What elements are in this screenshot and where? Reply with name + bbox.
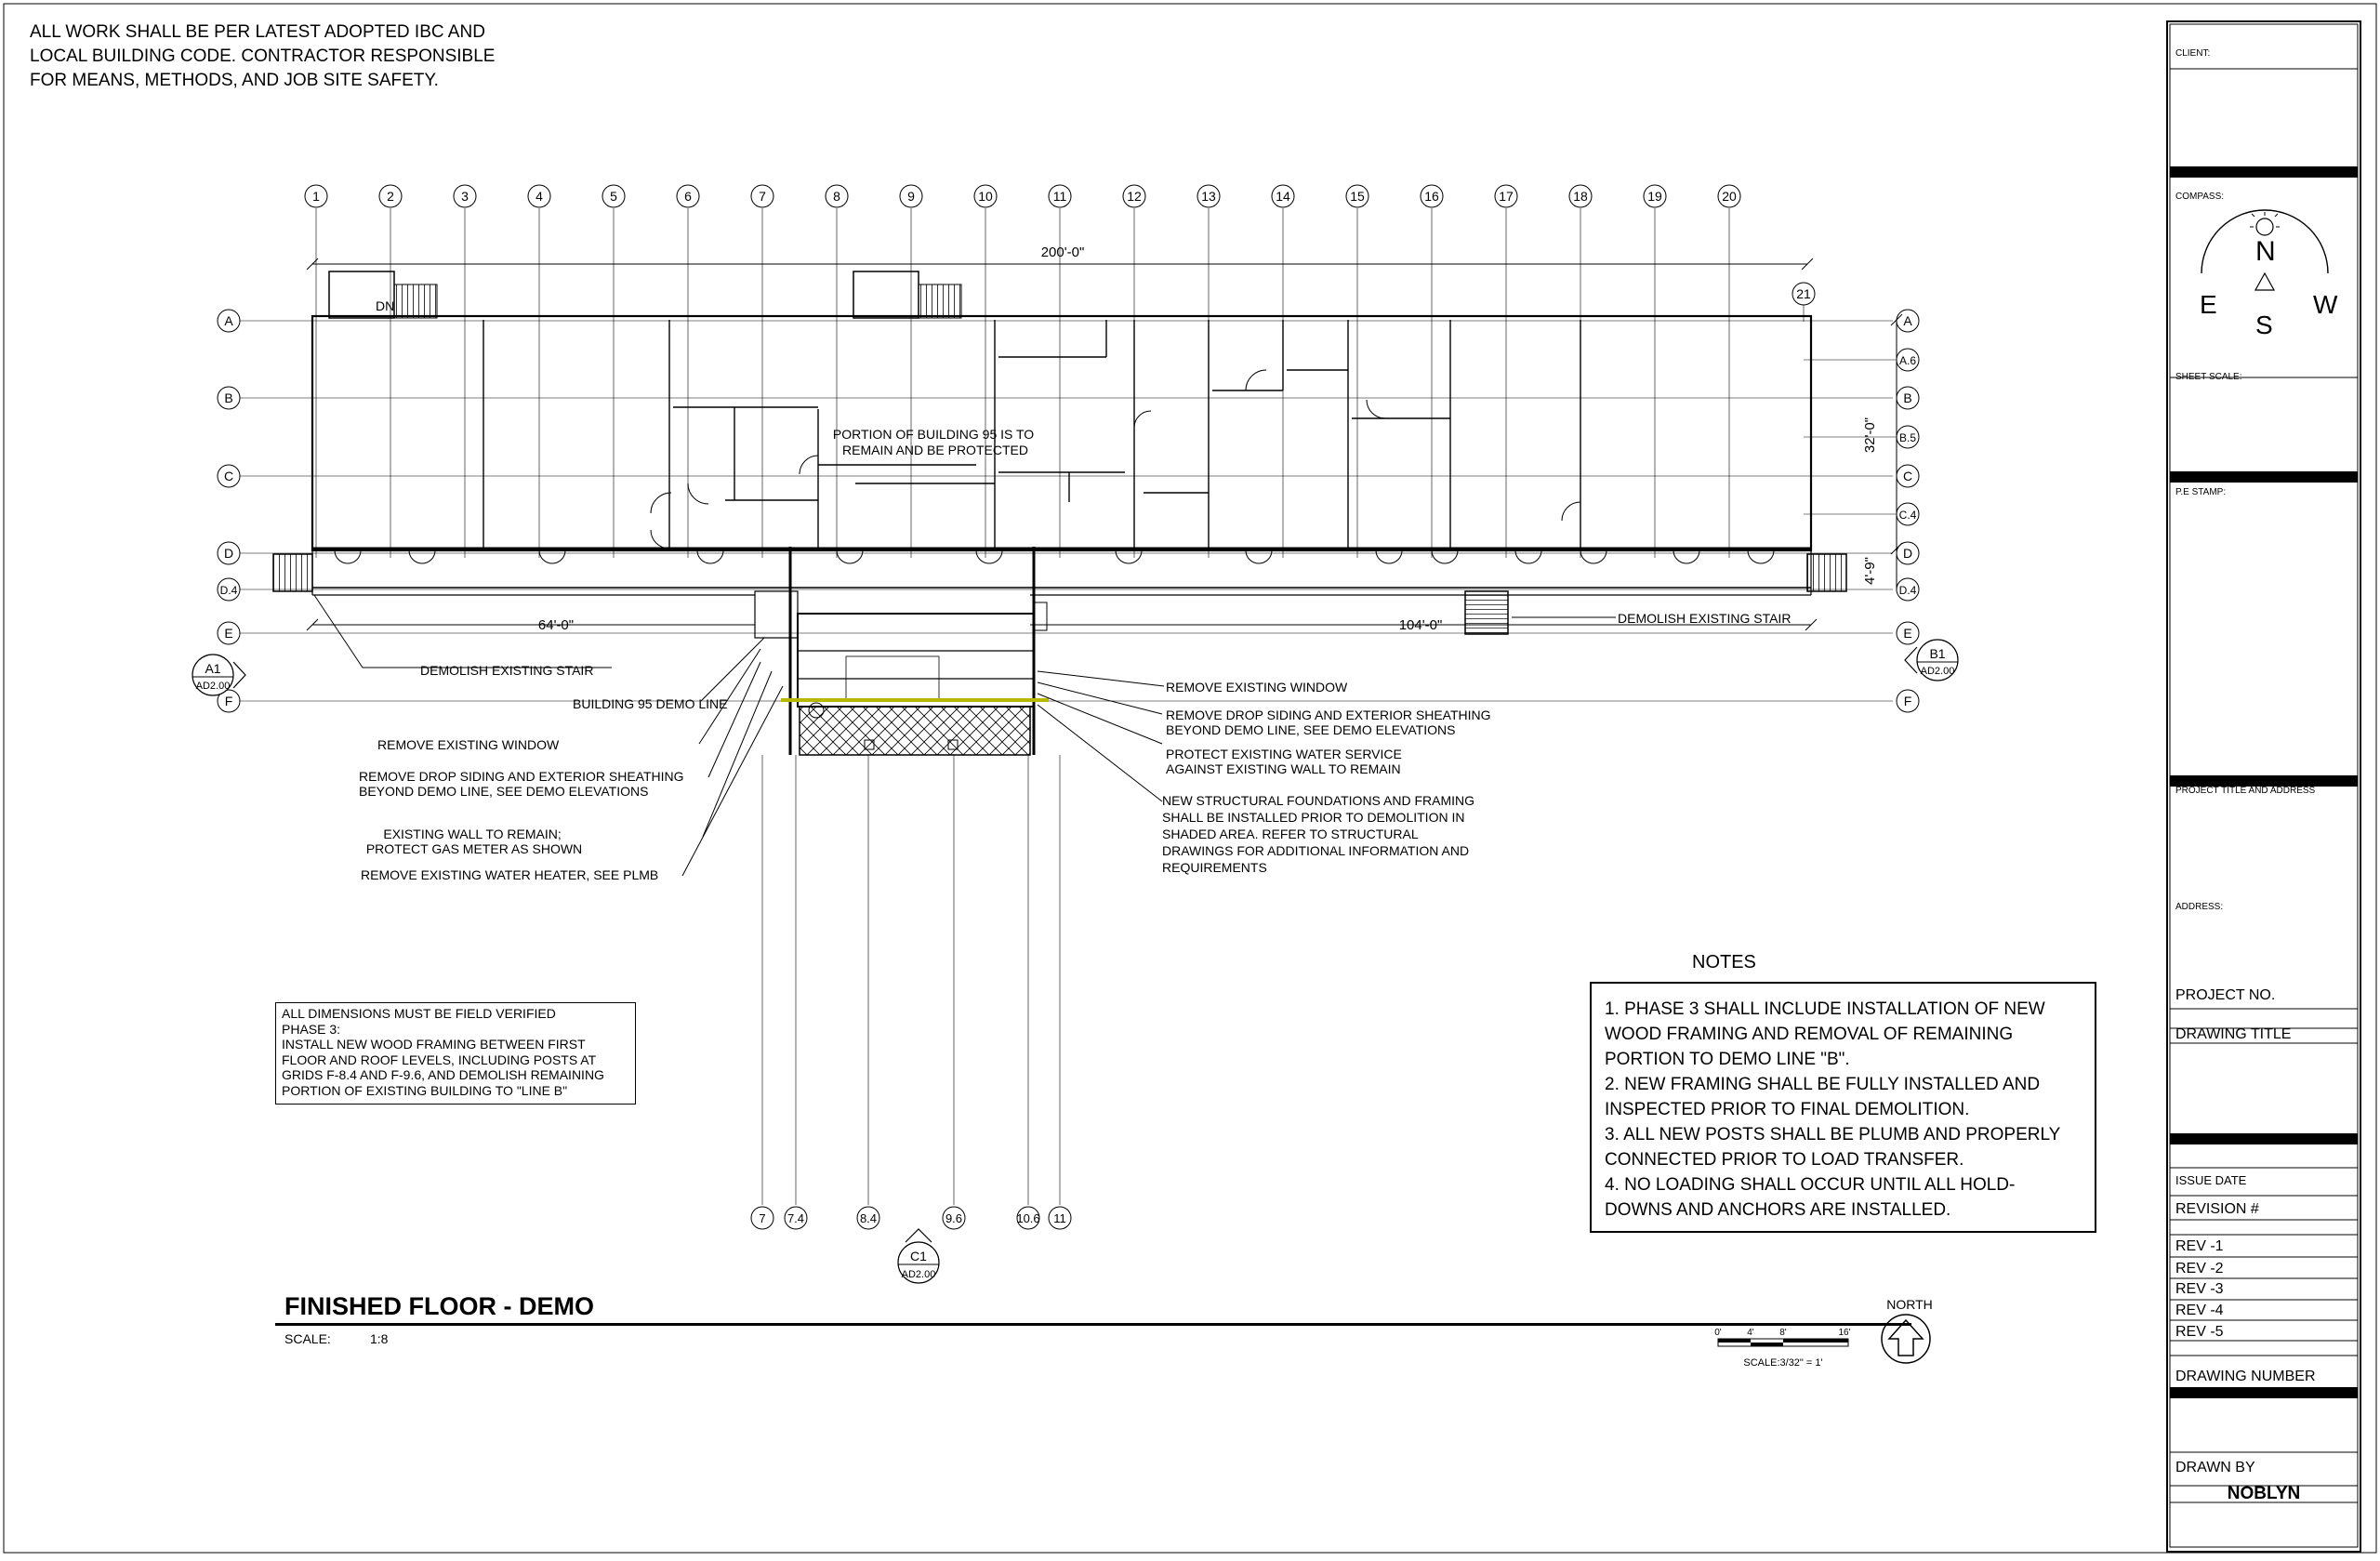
grid-label-row-left: F bbox=[224, 694, 233, 708]
grid-label-col: 4 bbox=[536, 189, 543, 204]
grid-label-col: 14 bbox=[1276, 189, 1290, 204]
tb-drawn-by: DRAWN BY bbox=[2175, 1460, 2255, 1475]
general-note: ALL WORK SHALL BE PER LATEST ADOPTED IBC AND LOCAL BUILDING CODE. CONTRACTOR RESPONSIBLE FOR MEANS, METHODS, AND JOB SITE SAFETY. bbox=[30, 22, 496, 90]
tb-drawing-title: DRAWING TITLE bbox=[2175, 1026, 2292, 1042]
svg-text:16': 16' bbox=[1838, 1328, 1851, 1338]
door-swing bbox=[1515, 550, 1541, 563]
tb-project-no: PROJECT NO. bbox=[2175, 987, 2276, 1003]
tb-rev-3: REV -3 bbox=[2175, 1281, 2224, 1297]
grid-label-row-right: B bbox=[1903, 390, 1912, 405]
grid-label-col: 15 bbox=[1350, 189, 1365, 204]
grid-label-row-right: C.4 bbox=[1898, 509, 1917, 522]
grid-label-col: 5 bbox=[610, 189, 617, 204]
grid-label-col: 7 bbox=[759, 189, 766, 204]
grid-label-row-right: E bbox=[1903, 626, 1912, 641]
callout-remove-window-right: REMOVE EXISTING WINDOW bbox=[1166, 680, 1348, 695]
grid-label-col: 13 bbox=[1201, 189, 1216, 204]
callout-water-service: PROTECT EXISTING WATER SERVICE AGAINST EXISTING WALL TO REMAIN bbox=[1166, 747, 1402, 776]
tb-compass: COMPASS: bbox=[2175, 192, 2225, 202]
callout-new-foundations: NEW STRUCTURAL FOUNDATIONS AND FRAMING SHALL BE INSTALLED PRIOR TO DEMOLITION IN SHADED AREA. REFER TO STRUCTURAL DRAWINGS FOR ADDITIONAL INFORMATION AND REQUIREMENTS bbox=[1162, 793, 1475, 875]
grid-label-col: 3 bbox=[461, 189, 469, 204]
grid-label-row-right: D.4 bbox=[1898, 584, 1917, 597]
note-item-3: 3. ALL NEW POSTS SHALL BE PLUMB AND PROPERLY CONNECTED PRIOR TO LOAD TRANSFER. bbox=[1605, 1125, 2060, 1170]
grid-label-col-bottom: 11 bbox=[1053, 1211, 1066, 1225]
svg-text:AD2.00: AD2.00 bbox=[195, 681, 231, 692]
grid-label-row-right: A bbox=[1903, 313, 1912, 328]
grid-label-row-left: A bbox=[224, 313, 233, 328]
tb-project-title: PROJECT TITLE AND ADDRESS bbox=[2175, 786, 2316, 796]
dn-label: DN bbox=[376, 298, 395, 313]
north-arrow bbox=[1882, 1297, 1933, 1363]
callout-water-heater: REMOVE EXISTING WATER HEATER, SEE PLMB bbox=[361, 867, 659, 882]
door-swing bbox=[1580, 550, 1606, 563]
section-mark-b1 bbox=[1905, 640, 1958, 681]
grid-label-col: 1 bbox=[312, 189, 320, 204]
sun-icon bbox=[2256, 218, 2273, 235]
grid-label-row-left: E bbox=[224, 626, 233, 641]
grid-label-row-right: B.5 bbox=[1898, 431, 1917, 444]
dimension-lines bbox=[307, 258, 1902, 630]
svg-text:NORTH: NORTH bbox=[1886, 1297, 1933, 1312]
svg-text:A1: A1 bbox=[205, 661, 221, 676]
grid-label-col: 10 bbox=[978, 189, 993, 204]
compass-arrow-icon bbox=[2255, 273, 2274, 290]
grid-label-row-left: C bbox=[223, 469, 234, 483]
dim-overall: 200'-0" bbox=[1040, 245, 1085, 260]
svg-text:AD2.00: AD2.00 bbox=[901, 1269, 936, 1280]
svg-text:SCALE:3/32" = 1': SCALE:3/32" = 1' bbox=[1743, 1357, 1823, 1369]
tb-pe-stamp: P.E STAMP: bbox=[2175, 487, 2227, 497]
svg-text:0': 0' bbox=[1714, 1328, 1722, 1338]
grid-label-col: 12 bbox=[1127, 189, 1142, 204]
door-swing bbox=[1432, 550, 1458, 563]
tb-rev-1: REV -1 bbox=[2175, 1238, 2224, 1254]
grid-label-row-left: D.4 bbox=[219, 584, 238, 597]
grid-label-col-bottom: 8.4 bbox=[859, 1211, 878, 1225]
grid-label-row-right: A.6 bbox=[1898, 354, 1917, 367]
south-wall-doors bbox=[335, 550, 1774, 563]
door-swing bbox=[976, 550, 1002, 563]
tb-issue-date: ISSUE DATE bbox=[2175, 1173, 2247, 1187]
grid-label-row-right: C bbox=[1902, 469, 1913, 483]
demo-area bbox=[755, 547, 1049, 755]
dim-right: 104'-0" bbox=[1398, 617, 1443, 633]
door-swing bbox=[1116, 550, 1142, 563]
grid-label-col: 16 bbox=[1424, 189, 1439, 204]
svg-text:AD2.00: AD2.00 bbox=[1920, 666, 1955, 677]
note-item-2: 2. NEW FRAMING SHALL BE FULLY INSTALLED AND INSPECTED PRIOR TO FINAL DEMOLITION. bbox=[1605, 1075, 2041, 1119]
graphic-scale bbox=[1714, 1328, 1850, 1369]
compass-n: N bbox=[2255, 236, 2276, 267]
door-swing bbox=[409, 550, 435, 563]
grid-label-col-bottom: 9.6 bbox=[945, 1211, 963, 1225]
grid-label-col: 8 bbox=[833, 189, 840, 204]
grid-label-row-left: D bbox=[223, 546, 234, 561]
scale-label: SCALE: bbox=[284, 1331, 331, 1346]
note-item-1: 1. PHASE 3 SHALL INCLUDE INSTALLATION OF NEW WOOD FRAMING AND REMOVAL OF REMAINING PORTION TO DEMO LINE "B". bbox=[1605, 999, 2045, 1069]
title-block bbox=[2166, 20, 2361, 1553]
notes-title: NOTES bbox=[1692, 952, 1756, 972]
tb-rev-4: REV -4 bbox=[2175, 1303, 2224, 1318]
note-item-4: 4. NO LOADING SHALL OCCUR UNTIL ALL HOLD-DOWNS AND ANCHORS ARE INSTALLED. bbox=[1605, 1175, 2016, 1220]
door-swing bbox=[1246, 550, 1272, 563]
callout-remove-siding-right: REMOVE DROP SIDING AND EXTERIOR SHEATHING BEYOND DEMO LINE, SEE DEMO ELEVATIONS bbox=[1166, 708, 1491, 737]
tb-client: CLIENT: bbox=[2175, 48, 2211, 59]
compass-w: W bbox=[2313, 290, 2338, 319]
grid-label-col-bottom: 7.4 bbox=[787, 1211, 805, 1225]
tb-drawn-by-value: NOBLYN bbox=[2227, 1484, 2301, 1503]
tb-drawing-number: DRAWING NUMBER bbox=[2175, 1369, 2316, 1384]
compass-s: S bbox=[2255, 311, 2273, 339]
portion-label: PORTION OF BUILDING 95 IS TO REMAIN AND BE PROTECTED bbox=[832, 427, 1035, 457]
grid-label-col: 18 bbox=[1573, 189, 1588, 204]
callouts-right bbox=[1162, 611, 1791, 875]
grid-label-row-right: F bbox=[1903, 694, 1912, 708]
door-swing bbox=[1748, 550, 1774, 563]
callout-remove-window-left: REMOVE EXISTING WINDOW bbox=[377, 737, 560, 752]
callouts-left bbox=[359, 663, 728, 882]
notes-box bbox=[1590, 982, 2096, 1233]
callout-gas-meter: EXISTING WALL TO REMAIN; PROTECT GAS METER AS SHOWN bbox=[365, 827, 583, 856]
door-swing bbox=[1376, 550, 1402, 563]
callout-demolish-stair-right: DEMOLISH EXISTING STAIR bbox=[1618, 611, 1792, 626]
grid-label-col-bottom: 7 bbox=[759, 1211, 766, 1225]
grid-label-col: 6 bbox=[684, 189, 692, 204]
door-swing bbox=[335, 550, 361, 563]
callout-remove-siding-left: REMOVE DROP SIDING AND EXTERIOR SHEATHING BEYOND DEMO LINE, SEE DEMO ELEVATIONS bbox=[359, 769, 684, 799]
callout-demolish-stair-left: DEMOLISH EXISTING STAIR bbox=[420, 663, 594, 678]
grid-label-col-bottom: 10.6 bbox=[1016, 1211, 1040, 1225]
phase-note-box: ALL DIMENSIONS MUST BE FIELD VERIFIED PHASE 3: INSTALL NEW WOOD FRAMING BETWEEN FIRST FLOOR AND ROOF LEVELS, INCLUDING POSTS AT GRIDS F-8.4 AND F-9.6, AND DEMOLISH REMAINING PORTION OF EXISTING BUILDING TO "LINE B" bbox=[275, 1002, 636, 1105]
grid-label-col: 11 bbox=[1052, 189, 1067, 204]
scale-value: 1:8 bbox=[370, 1331, 389, 1346]
grid-label-col: 2 bbox=[387, 189, 394, 204]
svg-text:4': 4' bbox=[1747, 1328, 1754, 1338]
tb-sheet-scale: SHEET SCALE: bbox=[2175, 372, 2242, 382]
svg-text:B1: B1 bbox=[1929, 646, 1946, 661]
grid-label-row-left: B bbox=[224, 390, 233, 405]
door-swing bbox=[539, 550, 565, 563]
title-underline bbox=[275, 1323, 1911, 1326]
compass-e: E bbox=[2200, 290, 2217, 319]
dim-depth: 32'-0" bbox=[1862, 417, 1878, 454]
svg-text:8': 8' bbox=[1779, 1328, 1787, 1338]
svg-text:C1: C1 bbox=[910, 1249, 927, 1263]
section-mark-a1 bbox=[192, 655, 245, 695]
dim-left: 64'-0" bbox=[537, 617, 575, 633]
grid-label-col: 17 bbox=[1499, 189, 1514, 204]
grid-label-row-right: D bbox=[1902, 546, 1913, 561]
dim-depth2: 4'-9" bbox=[1862, 557, 1878, 585]
tb-address: ADDRESS: bbox=[2175, 902, 2224, 912]
grid-label-col: 9 bbox=[907, 189, 915, 204]
door-swing bbox=[1673, 550, 1699, 563]
tb-rev-2: REV -2 bbox=[2175, 1261, 2224, 1277]
tb-rev-5: REV -5 bbox=[2175, 1324, 2224, 1340]
grid-label-col-21: 21 bbox=[1796, 286, 1811, 301]
tb-revision: REVISION # bbox=[2175, 1201, 2259, 1217]
section-mark-c1 bbox=[898, 1229, 939, 1283]
drawing-title: FINISHED FLOOR - DEMO bbox=[284, 1292, 594, 1320]
grid-label-col: 20 bbox=[1722, 189, 1737, 204]
grid-label-col: 19 bbox=[1647, 189, 1662, 204]
door-swing bbox=[837, 550, 863, 563]
door-swing bbox=[697, 550, 723, 563]
callout-demo-line: BUILDING 95 DEMO LINE bbox=[573, 696, 728, 711]
